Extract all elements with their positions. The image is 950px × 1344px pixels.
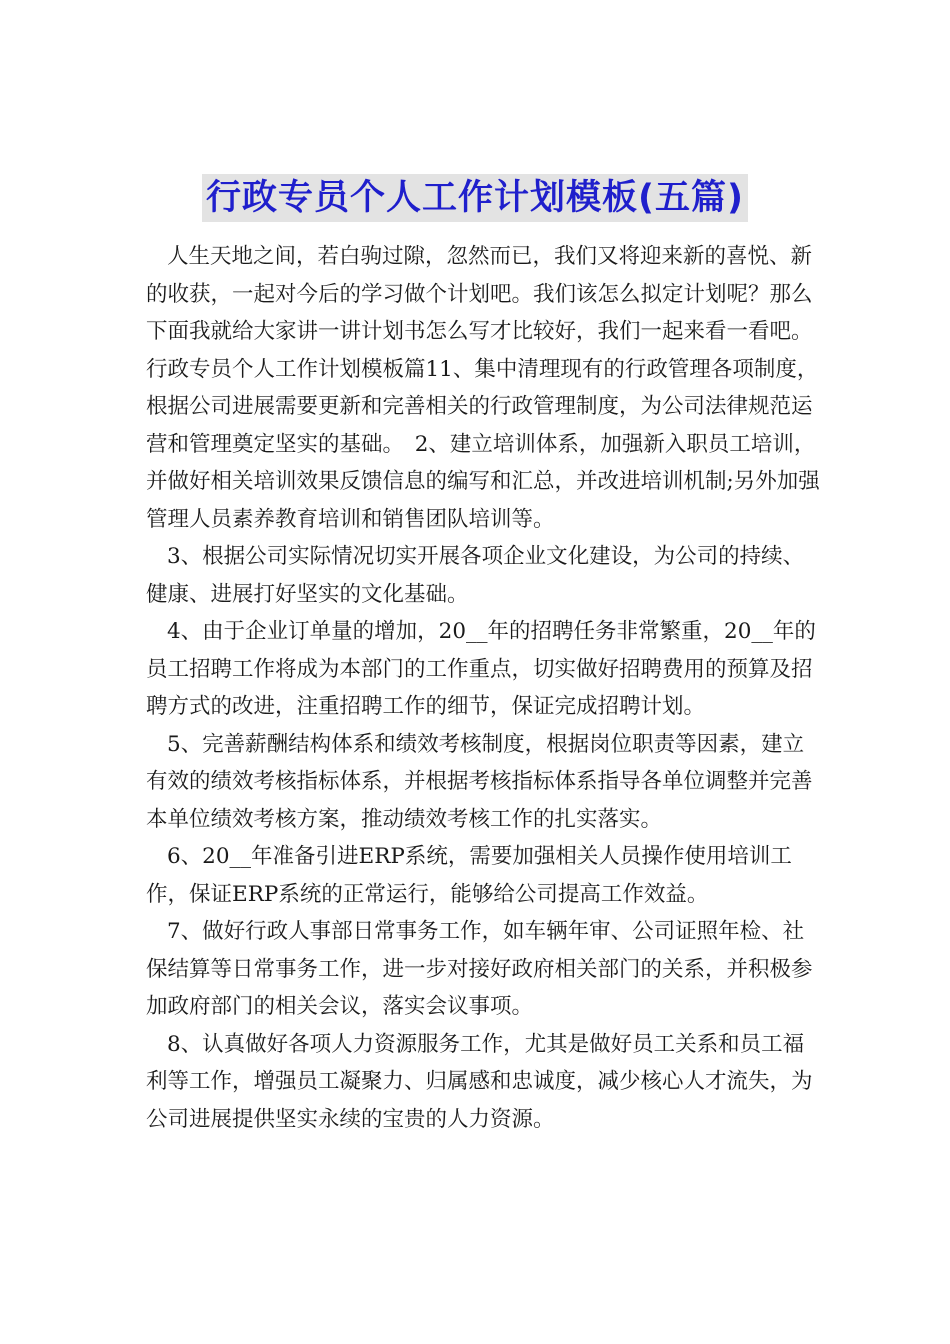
document-body	[146, 238, 822, 1138]
body-paragraph: 6、20__年准备引进ERP系统，需要加强相关人员操作使用培训工作，保证ERP系统的正常运行，能够给公司提高工作效益。	[146, 844, 792, 907]
document-title: 行政专员个人工作计划模板(五篇)	[202, 174, 748, 222]
body-paragraph: 7、做好行政人事部日常事务工作，如车辆年审、公司证照年检、社保结算等日常事务工作，进一步对接好政府相关部门的关系，并积极参加政府部门的相关会议，落实会议事项。	[146, 919, 813, 1019]
body-paragraph: 3、根据公司实际情况切实开展各项企业文化建设，为公司的持续、健康、进展打好坚实的文化基础。	[146, 544, 805, 607]
intro-paragraph: 人生天地之间，若白驹过隙，忽然而已，我们又将迎来新的喜悦、新的收获，一起对今后的学习做个计划吧。我们该怎么拟定计划呢？那么下面我就给大家讲一讲计划书怎么写才比较好，我们一起来看一看吧。	[146, 244, 813, 344]
body-paragraph: 4、由于企业订单量的增加，20__年的招聘任务非常繁重，20__年的员工招聘工作将成为本部门的工作重点，切实做好招聘费用的预算及招聘方式的改进，注重招聘工作的细节，保证完成招聘计划。	[146, 619, 816, 719]
body-paragraph: 5、完善薪酬结构体系和绩效考核制度，根据岗位职责等因素，建立有效的绩效考核指标体系，并根据考核指标体系指导各单位调整并完善本单位绩效考核方案，推动绩效考核工作的扎实落实。	[146, 731, 813, 832]
body-paragraph: 行政专员个人工作计划模板篇11、集中清理现有的行政管理各项制度，根据公司进展需要更新和完善相关的行政管理制度，为公司法律规范运营和管理奠定坚实的基础。 2、建立培训体系，加强新入职员工培训，并做好相关培训效果反馈信息的编写和汇总，并改进培训机制;另外加强管理人员素养教育培训和销售团队培训等。	[146, 356, 820, 532]
body-paragraph: 8、认真做好各项人力资源服务工作，尤其是做好员工关系和员工福利等工作，增强员工凝聚力、归属感和忠诚度，减少核心人才流失，为公司进展提供坚实永续的宝贵的人力资源。	[146, 1031, 813, 1132]
title-container	[0, 174, 950, 222]
